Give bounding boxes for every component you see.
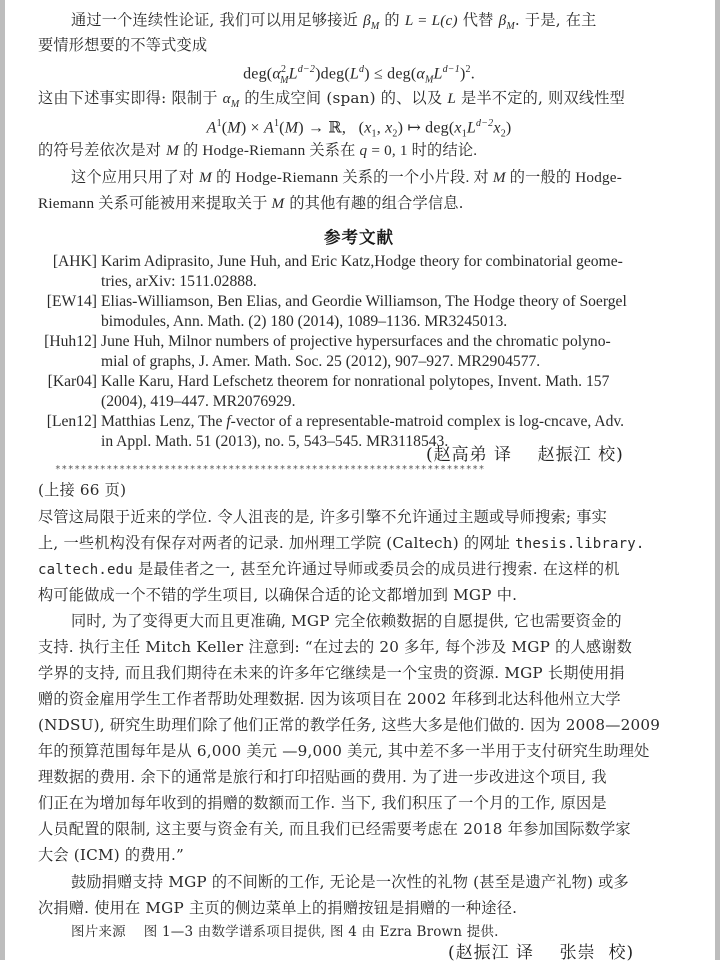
text-run: Riemann 关系可能被用来提取关于	[38, 195, 272, 212]
math-expression: L = L(c)	[404, 12, 458, 29]
reference-text-line: mial of graphs, J. Amer. Math. Soc. 25 (2012), 907–927. MR2904577.	[101, 353, 541, 370]
math-variable: M	[492, 169, 506, 186]
reference-key: [Len12]	[46, 413, 97, 430]
text-run: Matthias Lenz, The	[101, 413, 227, 430]
translator-signature-1: (赵高弟 译 赵振江 校)	[426, 445, 624, 465]
reference-key: [Kar04]	[47, 373, 97, 390]
text-run: 这由下述事实即得: 限制于	[38, 89, 223, 107]
math-variable: q	[359, 142, 368, 159]
text-run: 的符号差依次是对	[38, 141, 167, 159]
mgp-paragraph-2-line-1: 同时, 为了变得更大而且更准确, MGP 完全依赖数据的自愿提供, 它也需要资金的	[71, 612, 622, 630]
mgp-paragraph-1-line-4: 构可能做成一个不错的学生项目, 以确保合适的论文都增加到 MGP 中.	[38, 586, 518, 604]
page-left-edge	[0, 0, 5, 960]
mgp-paragraph-2-line-6: 年的预算范围每年是从 6,000 美元 —9,000 美元, 其中差不多一半用于支付研究生助理处	[38, 742, 650, 760]
text-run: . 于是, 在主	[514, 11, 597, 29]
subscript: M	[370, 21, 380, 33]
mgp-paragraph-2-line-5: (NDSU), 研究生助理们除了他们正常的教学任务, 这些大多是他们做的. 因为 2008—2009	[38, 716, 661, 734]
mgp-paragraph-1-line-1: 尽管这局限于近来的学位. 令人沮丧的是, 许多引擎不允许通过主题或导师搜索; 事实	[38, 508, 608, 526]
reference-text-line: June Huh, Milnor numbers of projective hypersurfaces and the chromatic polyno-	[101, 333, 611, 350]
reference-text-line: in Appl. Math. 51 (2013), no. 5, 543–545. MR3118543.	[101, 433, 449, 450]
inequality-formula: $deg(\alpha^2_ML^{d-2})deg(L^d) \le deg(\alpha_ML^{d-1})^2$.	[243, 64, 475, 86]
text-run: 这个应用只用了对	[71, 168, 200, 186]
subscript: M	[506, 21, 515, 33]
reference-key: [AHK]	[52, 253, 97, 270]
math-variable: M	[199, 169, 212, 186]
section-separator: *******************************************************************	[55, 464, 486, 475]
reference-text-line: Karim Adiprasito, June Huh, and Eric Katz,Hodge theory for combinatorial geome-	[101, 253, 623, 270]
translate-label: 译	[494, 445, 513, 465]
reference-text-line: Elias-Williamson, Ben Elias, and Geordie Williamson, The Hodge theory of Soergel	[101, 293, 627, 310]
continuity-paragraph-line-1	[71, 10, 597, 37]
text-run: 的生成空间 (span) 的、以及	[239, 89, 448, 107]
proofreader-name: 赵振江	[537, 445, 592, 465]
reference-key: [EW14]	[46, 293, 97, 310]
subscript: M	[230, 99, 240, 111]
mgp-paragraph-2-line-9: 人员配置的限制, 这主要与资金有关, 而且我们已经需要考虑在 2018 年参加国际数学家	[38, 820, 631, 838]
mgp-paragraph-1-line-3	[38, 559, 620, 580]
text-run: 的 Hodge-Riemann 关系的一个小片段. 对	[212, 169, 493, 186]
reference-text-line: tries, arXiv: 1511.02888.	[101, 273, 257, 290]
text-run: 的	[379, 11, 405, 29]
translator-signature-2: (赵振江 译 张崇 校)	[448, 943, 635, 963]
alpha-symbol: α	[222, 90, 231, 107]
reference-text-line: (2004), 419–447. MR2076929.	[101, 393, 296, 410]
text-run: = 0, 1 时的结论.	[367, 142, 478, 159]
math-variable: f	[226, 413, 231, 430]
application-paragraph-line-2	[38, 193, 464, 214]
proofreader-name: 张崇	[559, 943, 596, 963]
application-paragraph-line-1	[71, 167, 622, 188]
mgp-paragraph-1-line-2	[38, 533, 645, 554]
translator-name: 赵高弟	[433, 445, 488, 465]
text-run: 通过一个连续性论证, 我们可以用足够接近	[71, 11, 364, 29]
text-run: -vector of a representable-matroid complex is log-cncave, Adv.	[230, 413, 625, 430]
proof-label: 校	[608, 943, 627, 963]
text-run: 是半不定的, 则双线性型	[456, 89, 625, 107]
continuity-paragraph-line-2: 要情形想要的不等式变成	[38, 36, 208, 54]
text-run: 的其他有趣的组合学信息.	[284, 194, 464, 212]
bilinear-form-formula: $A^1(M) \times A^1(M)$ → ℝ, ($x_1$, $x_2$) ↦ $deg(x_1L^{d-2}x_2)$	[206, 118, 512, 140]
beta-symbol: β	[498, 12, 507, 29]
text-run: 代替	[457, 11, 499, 29]
mgp-paragraph-3-line-1: 鼓励捐赠支持 MGP 的不间断的工作, 无论是一次性的礼物 (甚至是遗产礼物) 或多	[71, 873, 629, 891]
text-run: 的 Hodge-Riemann 关系在	[179, 142, 360, 159]
mgp-paragraph-3-line-2: 次捐赠. 使用在 MGP 主页的侧边菜单上的捐赠按钮是捐赠的一种途径.	[38, 899, 518, 917]
fact-paragraph-line-1	[38, 88, 625, 115]
image-credit	[71, 922, 499, 942]
continued-from-note: (上接 66 页)	[38, 481, 127, 499]
mgp-paragraph-2-line-8: 们正在为增加每年收到的捐赠的数额而工作. 当下, 我们积压了一个月的工作, 原因是	[38, 794, 607, 812]
mgp-paragraph-2-line-2: 支持. 执行主任 Mitch Keller 注意到: “在过去的 20 多年, 每个涉及 MGP 的人感谢数	[38, 638, 633, 656]
reference-key: [Huh12]	[44, 333, 97, 350]
reference-text-line: bimodules, Ann. Math. (2) 180 (2014), 1089–1136. MR3245013.	[101, 313, 508, 330]
image-credit-label: 图片来源	[71, 924, 126, 940]
math-variable: M	[166, 142, 179, 159]
mgp-paragraph-2-line-7: 理数据的费用. 余下的通常是旅行和打印招贴画的费用. 为了进一步改进这个项目, 我	[38, 768, 607, 786]
text-run: 是最佳者之一, 甚至允许通过导师或委员会的成员进行搜索. 在这样的机	[132, 560, 620, 578]
math-variable: M	[271, 195, 285, 212]
mgp-paragraph-2-line-10: 大会 (ICM) 的费用.”	[38, 846, 185, 864]
mgp-paragraph-2-line-3: 学界的支持, 而且我们期待在未来的许多年它继续是一个宝贵的资源. MGP 长期使用捐	[38, 664, 625, 682]
page-right-edge	[715, 0, 720, 960]
translator-name: 赵振江	[455, 943, 510, 963]
reference-text-line	[101, 412, 624, 432]
caltech-url-part-2: caltech.edu	[38, 562, 133, 578]
translate-label: 译	[516, 943, 535, 963]
caltech-url-part-1: thesis.library.	[515, 536, 645, 552]
proof-label: 校	[598, 445, 617, 465]
text-run: 的一般的 Hodge-	[505, 169, 622, 186]
reference-text-line: Kalle Karu, Hard Lefschetz theorem for nonrational polytopes, Invent. Math. 157	[101, 373, 610, 390]
text-run: 上, 一些机构没有保存对两者的记录. 加州理工学院 (Caltech) 的网址	[38, 534, 516, 552]
references-heading: 参考文献	[324, 228, 394, 247]
signature-result-line	[38, 140, 477, 161]
beta-symbol: β	[363, 12, 371, 29]
mgp-paragraph-2-line-4: 赠的资金雇用学生工作者帮助处理数据. 因为该项目在 2002 年移到北达科他州立大学	[38, 690, 621, 708]
math-variable: L	[447, 90, 457, 107]
image-credit-text: 图 1—3 由数学谱系项目提供, 图 4 由 Ezra Brown 提供.	[143, 924, 499, 940]
